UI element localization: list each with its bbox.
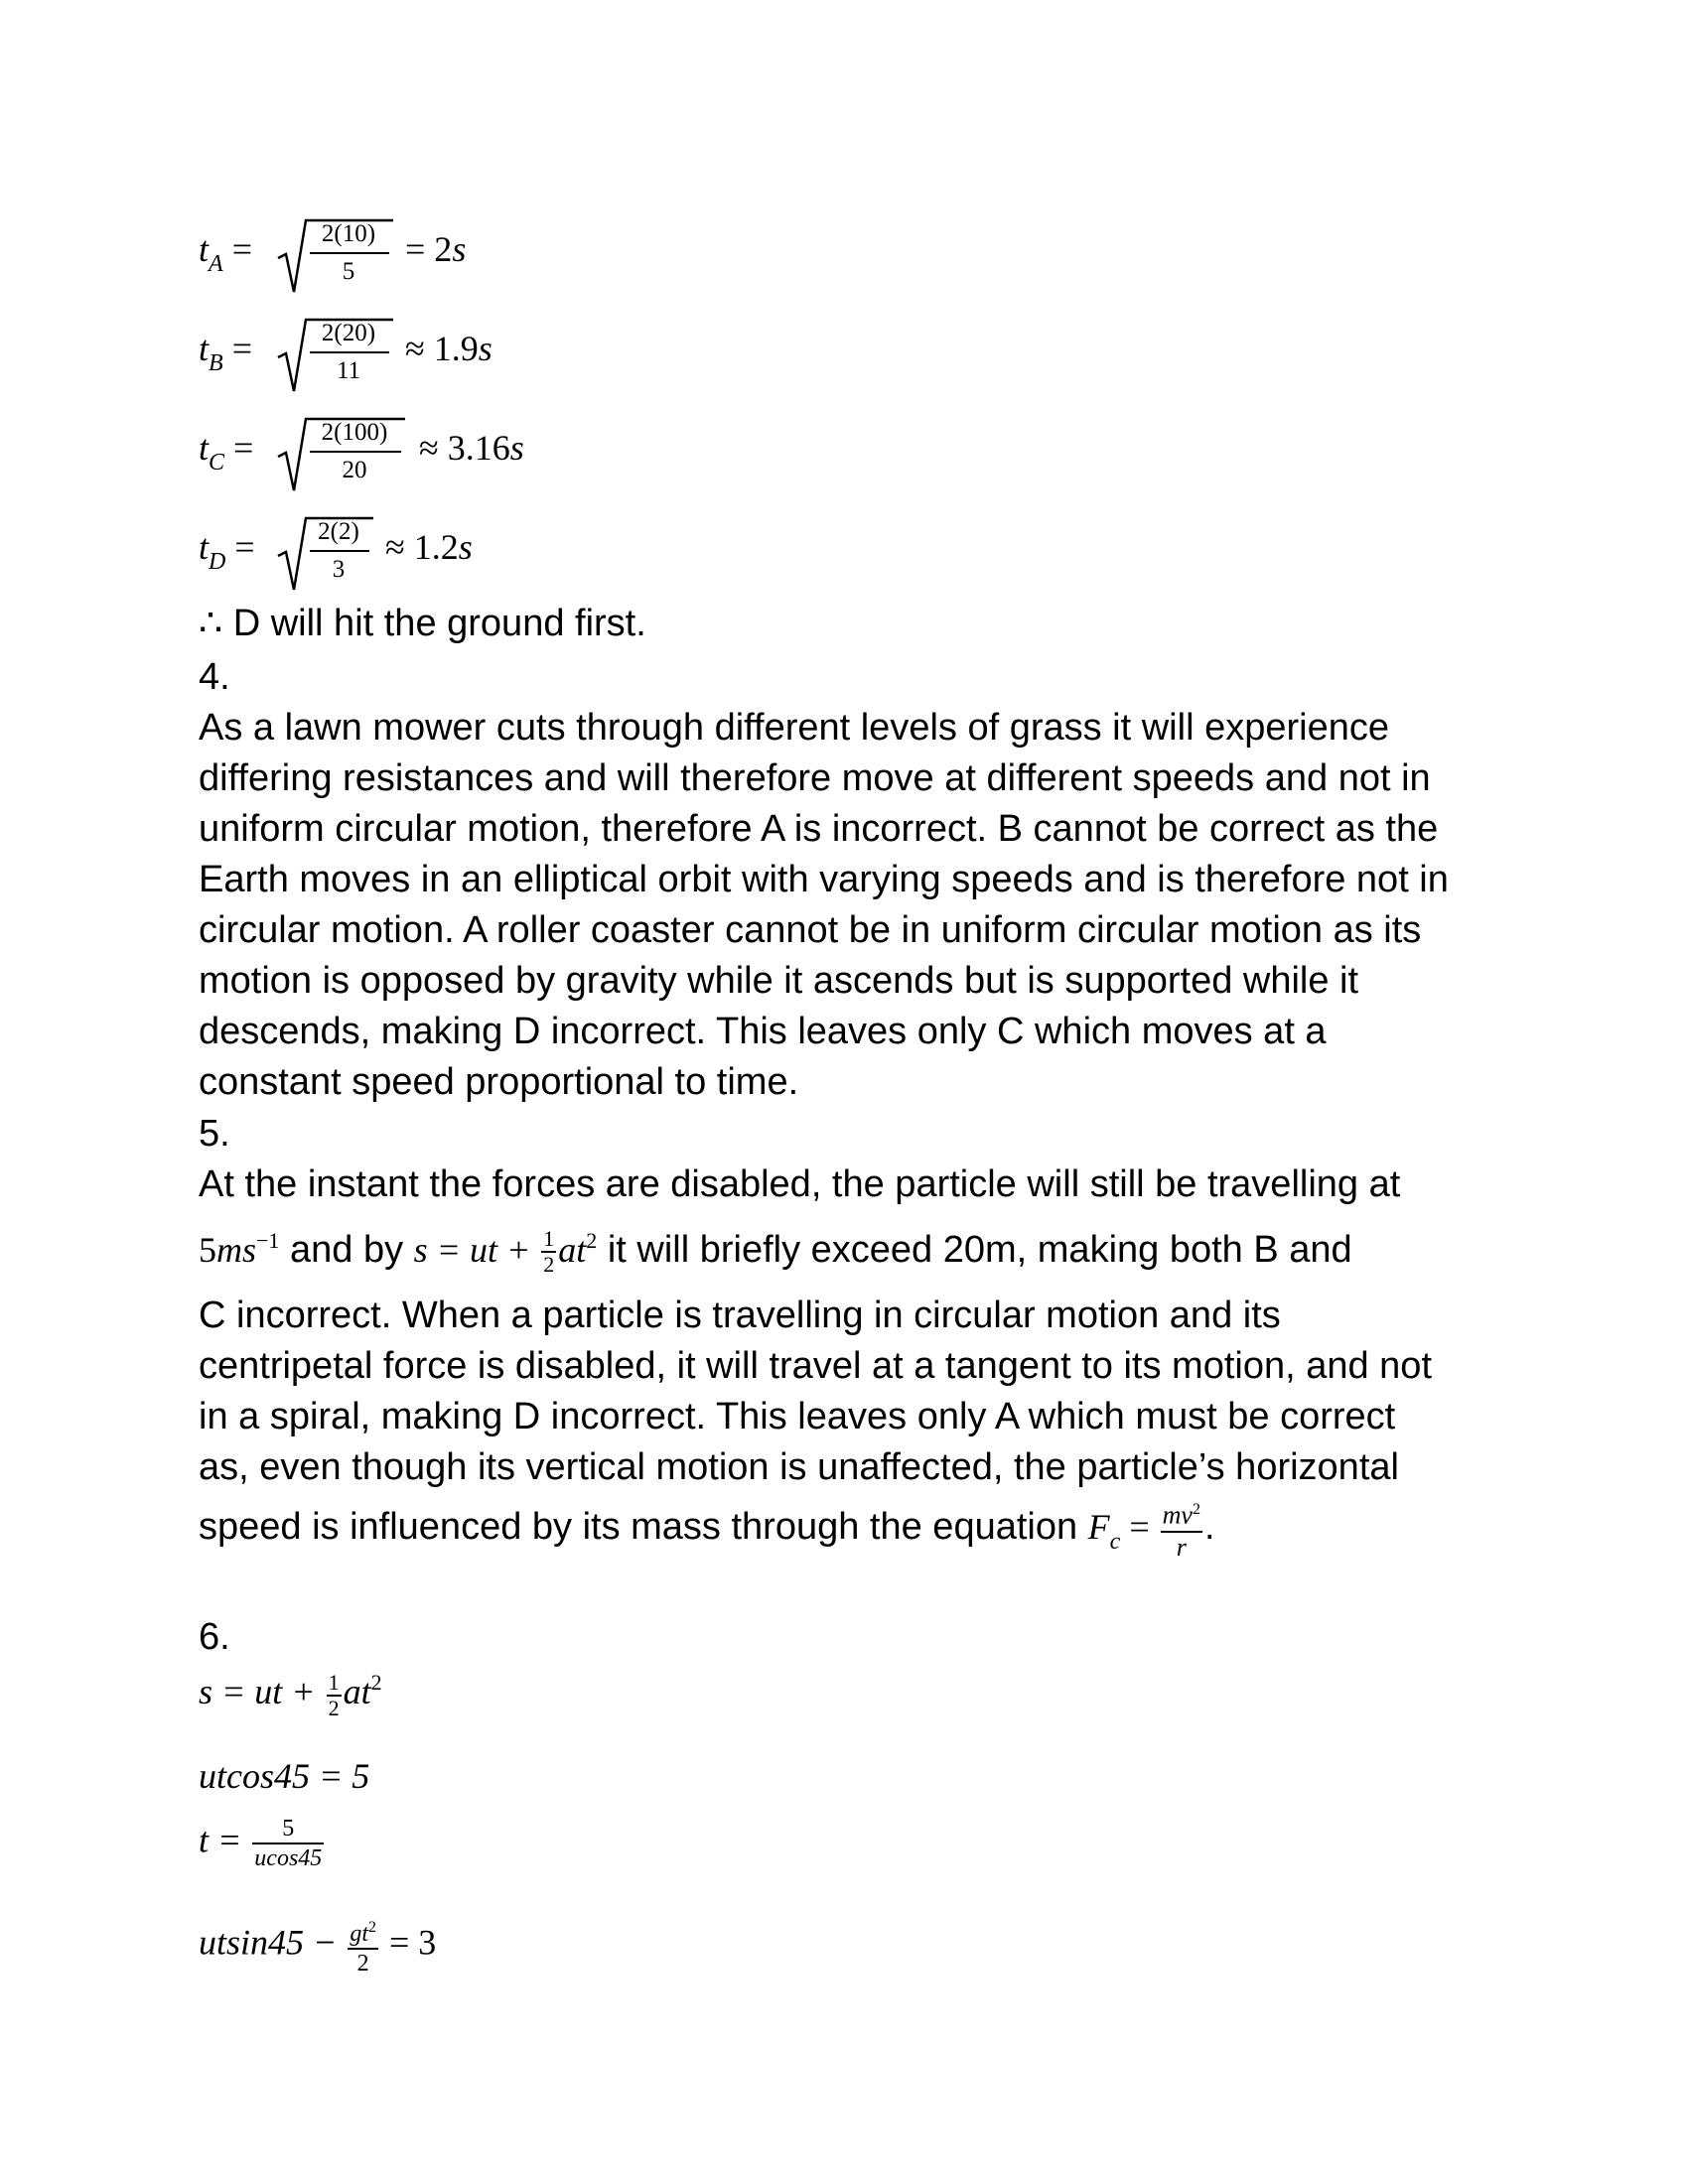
equation-rhs: ≈ 1.2s: [385, 527, 473, 567]
fraction-numerator: 2(2): [318, 518, 359, 545]
square-root: [276, 208, 395, 298]
equation-t-d: [199, 506, 894, 596]
fraction-half: $\frac{1}{2}$: [543, 1225, 555, 1277]
equation-vertical: utsin45 − $\frac{gt^2}{2}$ = 3: [199, 1914, 436, 1978]
question-5-last-line: speed is influenced by its mass through the equation $F_c$ = $\frac{mv^2}{r}$ .: [199, 1495, 1489, 1568]
equation-lhs: $t_B$ =: [199, 329, 252, 376]
fraction-denominator: 5: [342, 258, 355, 285]
fraction-bar: [310, 252, 389, 254]
question-5-line-1: At the instant the forces are disabled, the particle will still be travelling at: [199, 1163, 1401, 1205]
fraction-5-ucos45: $\frac{5}{ucos45}$: [254, 1816, 323, 1871]
square-root: [276, 308, 395, 397]
fraction-numerator: 2(100): [321, 419, 388, 446]
question-4-number: 4.: [199, 656, 230, 698]
fraction-denominator: 20: [342, 457, 367, 483]
fraction-denominator: 11: [336, 357, 361, 384]
equation-t-c: [199, 407, 894, 496]
equation-lhs: $t_D$ =: [199, 527, 255, 575]
paragraph-line: differing resistances and will therefore move at different speeds and not in: [199, 757, 1431, 799]
paragraph-line: in a spiral, making D incorrect. This leaves only A which must be correct: [199, 1396, 1396, 1437]
paragraph-line: circular motion. A roller coaster cannot be in uniform circular motion as its: [199, 909, 1422, 951]
fraction-numerator: 2(20): [321, 320, 376, 346]
paragraph-line: constant speed proportional to time.: [199, 1061, 799, 1103]
fraction-mv2-r: $\frac{mv^2}{r}$: [1161, 1495, 1202, 1563]
equation-rhs: ≈ 1.9s: [405, 329, 492, 368]
paragraph-line: centripetal force is disabled, it will travel at a tangent to its motion, and not: [199, 1345, 1432, 1387]
equation-displacement: s = ut + $\frac{1}{2}$ $at^2$: [199, 1669, 382, 1720]
fraction-denominator: 3: [332, 556, 346, 583]
fraction-half: $\frac{1}{2}$: [328, 1669, 340, 1720]
square-root: [276, 407, 407, 496]
question-6-number: 6.: [199, 1616, 230, 1658]
paragraph-line: Earth moves in an elliptical orbit with varying speeds and is therefore not in: [199, 859, 1449, 900]
document-page: [199, 0, 1489, 2184]
fraction-bar: [310, 351, 389, 353]
equation-rhs: ≈ 3.16s: [419, 428, 524, 468]
square-root: [276, 506, 375, 596]
question-5-number: 5.: [199, 1113, 230, 1155]
paragraph-line: uniform circular motion, therefore A is incorrect. B cannot be correct as the: [199, 808, 1439, 850]
question-5-answer: [199, 1291, 1489, 1493]
equation-time: t = $\frac{5}{ucos45}$: [199, 1816, 323, 1871]
fraction-bar: [310, 550, 369, 552]
equation-t-a: [199, 208, 894, 298]
fraction-numerator: 2(10): [321, 220, 376, 247]
conclusion-text: ∴ D will hit the ground first.: [199, 603, 646, 644]
paragraph-line: as, even though its vertical motion is unaffected, the particle’s horizontal: [199, 1446, 1399, 1488]
question-4-answer: [199, 703, 1489, 1108]
paragraph-line: C incorrect. When a particle is travelling in circular motion and its: [199, 1295, 1281, 1336]
fraction-gt2-2: $\frac{gt^2}{2}$: [348, 1914, 378, 1978]
equation-horizontal: utcos45 = 5: [199, 1756, 370, 1796]
paragraph-line: descends, making D incorrect. This leaves only C which moves at a: [199, 1011, 1327, 1052]
equation-rhs: = 2s: [405, 229, 467, 269]
paragraph-line: As a lawn mower cuts through different levels of grass it will experience: [199, 707, 1389, 749]
equation-lhs: $t_A$ =: [199, 229, 252, 277]
paragraph-line: motion is opposed by gravity while it ascends but is supported while it: [199, 960, 1359, 1002]
equation-lhs: $t_C$ =: [199, 428, 254, 476]
fraction-bar: [310, 451, 401, 453]
question-5-line-2: $5ms^{-1}$ and by s = ut + $\frac{1}{2}$ $at^2$ it will briefly exceed 20m, making both B and: [199, 1225, 1352, 1277]
equation-t-b: [199, 308, 894, 397]
